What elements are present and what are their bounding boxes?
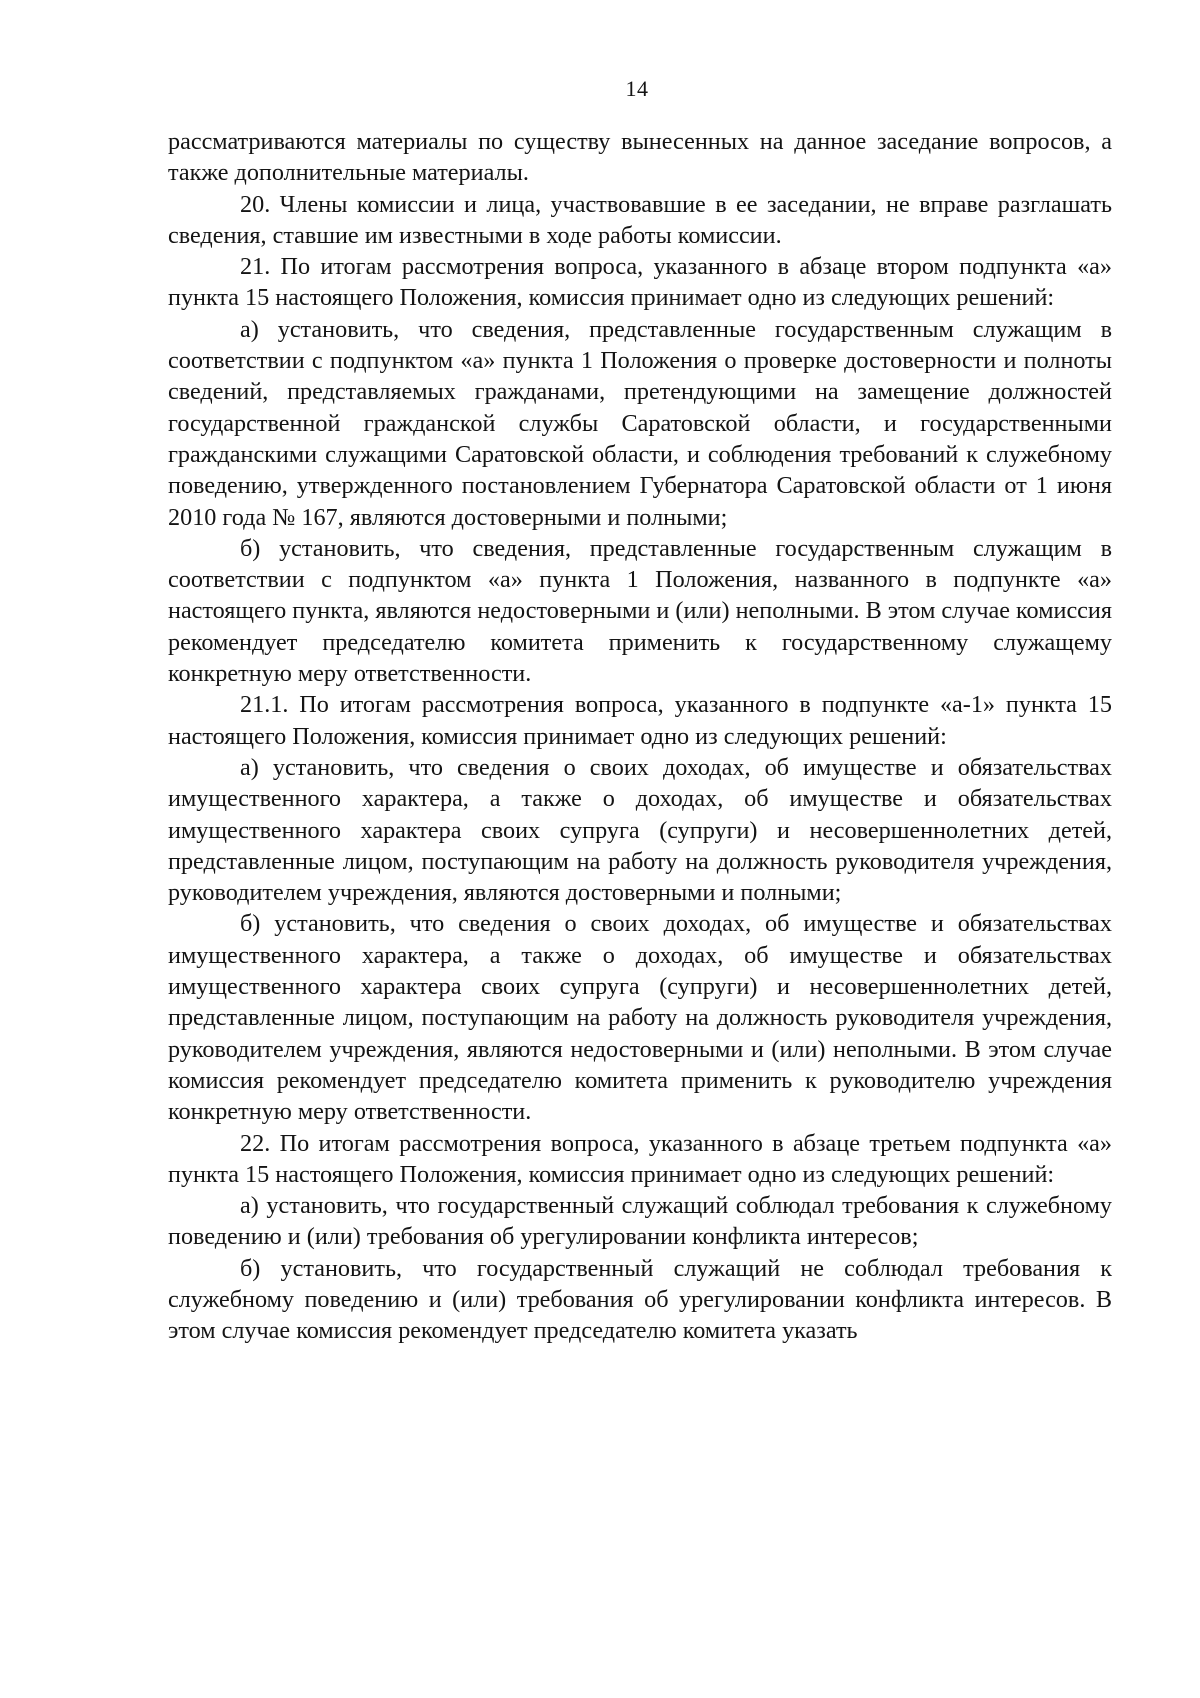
paragraph-item-21-b: б) установить, что сведения, представленные государственным служащим в соответствии с подпунктом «а» пункта 1 Положения, названного в подпункте «а» настоящего пункта, являются недостоверными и (или) неполными. В этом случае комиссия рекомендует председателю комитета применить к государственному служащему конкретную меру ответственности. (168, 534, 1112, 688)
paragraph-item-21-1-a: а) установить, что сведения о своих доходах, об имуществе и обязательствах имущественного характера, а также о доходах, об имуществе и обязательствах имущественного характера своих супруга (супруги) и несовершеннолетних детей, представленные лицом, поступающим на работу на должность руководителя учреждения, руководителем учреждения, являются достоверными и полными; (168, 753, 1112, 907)
paragraph-item-22: 22. По итогам рассмотрения вопроса, указанного в абзаце третьем подпункта «а» пункта 15 настоящего Положения, комиссия принимает одно из следующих решений: (168, 1129, 1112, 1188)
paragraph-item-21-1-b: б) установить, что сведения о своих доходах, об имуществе и обязательствах имущественного характера, а также о доходах, об имуществе и обязательствах имущественного характера своих супруга (супруги) и несовершеннолетних детей, представленные лицом, поступающим на работу на должность руководителя учреждения, руководителем учреждения, являются недостоверными и (или) неполными. В этом случае комиссия рекомендует председателю комитета применить к руководителю учреждения конкретную меру ответственности. (168, 910, 1112, 1126)
page-number: 14 (625, 76, 649, 101)
paragraph-item-22-a: а) установить, что государственный служащий соблюдал требования к служебному поведению и (или) требования об урегулировании конфликта интересов; (168, 1192, 1112, 1251)
paragraph-item-20: 20. Члены комиссии и лица, участвовавшие в ее заседании, не вправе разглашать сведения, ставшие им известными в ходе работы комиссии. (168, 190, 1112, 249)
paragraph-item-21-1: 21.1. По итогам рассмотрения вопроса, указанного в подпункте «а-1» пункта 15 настоящего Положения, комиссия принимает одно из следующих решений: (168, 691, 1112, 750)
paragraph-item-21-a: а) установить, что сведения, представленные государственным служащим в соответствии с подпунктом «а» пункта 1 Положения о проверке достоверности и полноты сведений, представляемых гражданами, претендующими на замещение должностей государственной гражданской службы Саратовской области, и государственными гражданскими служащими Саратовской области, и соблюдения требований к служебному поведению, утвержденного постановлением Губернатора Саратовской области от 1 июня 2010 года № 167, являются достоверными и полными; (168, 315, 1112, 531)
paragraph-item-21: 21. По итогам рассмотрения вопроса, указанного в абзаце втором подпункта «а» пункта 15 настоящего Положения, комиссия принимает одно из следующих решений: (168, 253, 1112, 312)
paragraph-item-22-b: б) установить, что государственный служащий не соблюдал требования к служебному поведению и (или) требования об урегулировании конфликта интересов. В этом случае комиссия рекомендует председателю комитета указать (168, 1254, 1112, 1345)
paragraph-continuation: рассматриваются материалы по существу вынесенных на данное заседание вопросов, а также дополнительные материалы. (168, 128, 1112, 187)
document-body (168, 126, 1112, 1347)
